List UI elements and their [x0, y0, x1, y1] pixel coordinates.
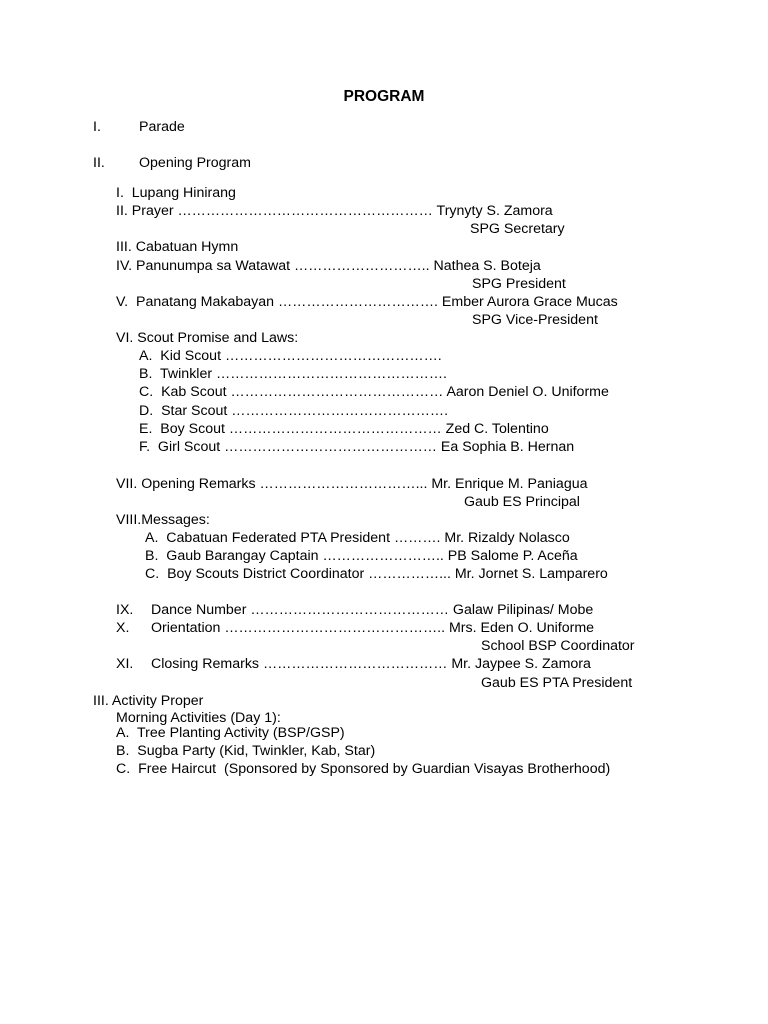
section-number-opening: II. — [93, 155, 105, 171]
program-item-lupang: I. Lupang Hinirang — [116, 185, 236, 201]
scout-item-boy: E. Boy Scout ……………………………………… Zed C. Tolentino — [139, 421, 549, 437]
program-role-orientation: School BSP Coordinator — [481, 638, 635, 654]
scout-item-twinkler: B. Twinkler …………………………………………. — [139, 366, 447, 382]
scout-item-girl: F. Girl Scout ……………………………………… Ea Sophia B. Hernan — [139, 439, 575, 455]
message-item-district: C. Boy Scouts District Coordinator ……………... Mr. Jornet S. Lamparero — [145, 566, 608, 582]
section-title-opening: Opening Program — [139, 155, 251, 171]
program-item-panatang: V. Panatang Makabayan ……………………………. Ember Aurora Grace Mucas — [116, 294, 618, 310]
section-title-parade: Parade — [139, 119, 185, 135]
activity-item-free-haircut: C. Free Haircut (Sponsored by Sponsored by Guardian Visayas Brotherhood) — [116, 761, 611, 777]
program-item-messages: VIII.Messages: — [116, 512, 210, 528]
program-item-panunumpa: IV. Panunumpa sa Watawat ……………………….. Nathea S. Boteja — [116, 258, 541, 274]
program-number-orientation: X. — [116, 620, 130, 636]
message-item-pta: A. Cabatuan Federated PTA President ………. Mr. Rizaldy Nolasco — [145, 530, 570, 546]
activity-item-tree-planting: A. Tree Planting Activity (BSP/GSP) — [116, 725, 345, 741]
program-role-closing: Gaub ES PTA President — [481, 675, 633, 691]
program-item-orientation: Orientation ……………………………………….. Mrs. Eden O. Uniforme — [151, 620, 595, 636]
program-item-hymn: III. Cabatuan Hymn — [116, 239, 239, 255]
scout-item-kid: A. Kid Scout ………………………………………. — [139, 348, 442, 364]
program-item-remarks: VII. Opening Remarks ……………………………... Mr. Enrique M. Paniagua — [116, 476, 588, 492]
program-item-prayer: II. Prayer ……………………………………………… Trynyty S. Zamora — [116, 203, 553, 219]
program-item-dance: Dance Number …………………………………… Galaw Pilipinas/ Mobe — [151, 602, 594, 618]
program-role-panatang: SPG Vice-President — [472, 312, 598, 328]
program-role-panunumpa: SPG President — [472, 276, 566, 292]
program-number-closing: XI. — [116, 656, 134, 672]
section-number-parade: I. — [93, 119, 101, 135]
activity-subheading: Morning Activities (Day 1): — [116, 710, 281, 726]
program-role-remarks: Gaub ES Principal — [464, 494, 580, 510]
message-item-barangay: B. Gaub Barangay Captain …………………….. PB Salome P. Aceña — [145, 548, 578, 564]
scout-item-star: D. Star Scout ………………………………………. — [139, 403, 449, 419]
program-item-scout: VI. Scout Promise and Laws: — [116, 330, 299, 346]
scout-item-kab: C. Kab Scout ……………………………………… Aaron Deniel O. Uniforme — [139, 384, 609, 400]
program-item-closing: Closing Remarks ………………………………… Mr. Jaypee S. Zamora — [151, 656, 591, 672]
program-number-dance: IX. — [116, 602, 134, 618]
activity-item-sugba-party: B. Sugba Party (Kid, Twinkler, Kab, Star) — [116, 743, 376, 759]
page-title: PROGRAM — [343, 88, 425, 105]
program-role-prayer: SPG Secretary — [470, 221, 565, 237]
section-title-activity: III. Activity Proper — [93, 693, 204, 709]
